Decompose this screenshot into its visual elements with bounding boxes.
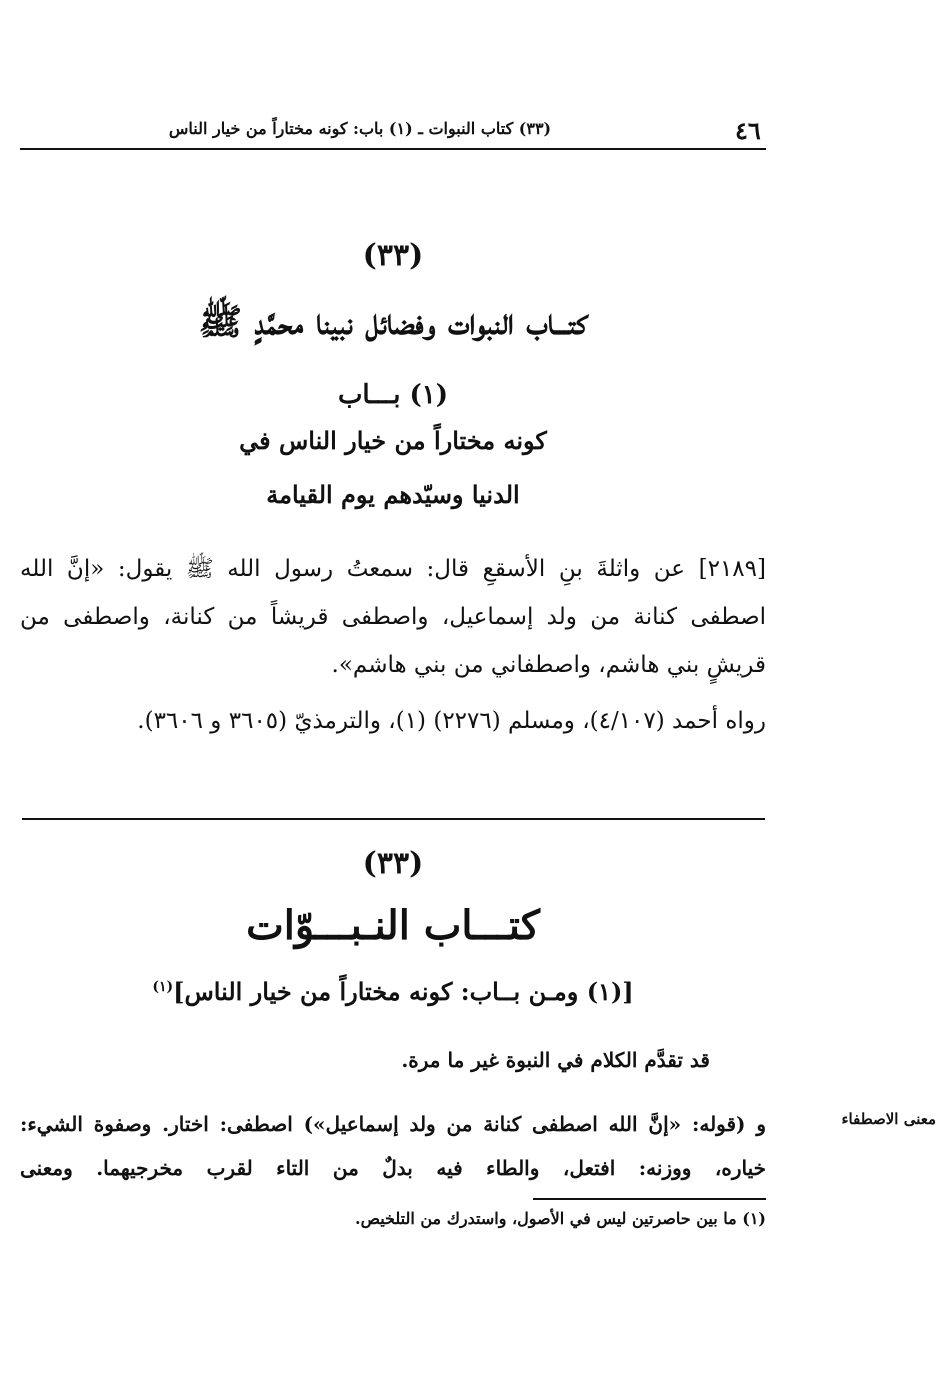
footnote-rule: [533, 1198, 766, 1200]
chapter-number: (٣٣): [362, 238, 424, 273]
sharh-paragraph-2: و (قوله: «إنَّ الله اصطفى كنانة من ولد إسماعيل») اصطفى: اختار. وصفوة الشيء: خياره، ووزنه: افتعل، والطاء فيه بدلٌ من التاء لقرب مخرجيهما. ومعنى: [20, 1112, 766, 1180]
hadith-text: [٢١٨٩] عن واثلةَ بنِ الأسقعِ قال: سمعتُ رسول الله ﷺ يقول: «إنَّ الله اصطفى كنانة من ولد إسماعيل، واصطفى قريشاً من كنانة، واصطفى من قريشٍ بني هاشم، واصطفاني من بني هاشم».: [20, 556, 766, 678]
bab-title-line-1: كونه مختاراً من خيار الناس في: [239, 426, 547, 455]
header-rule: [20, 148, 766, 150]
section-divider: [22, 818, 765, 820]
sharh-bab-heading-text: [(١) ومـن بــاب: كونه مختاراً من خيار الناس]: [173, 977, 634, 1006]
takhrij-text: رواه أحمد (٤/١٠٧)، ومسلم (٢٢٧٦) (١)، والترمذيّ (٣٦٠٥ و ٣٦٠٦).: [137, 708, 766, 734]
margin-note: معنى الاصطفاء: [841, 1110, 936, 1128]
running-title: (٣٣) كتاب النبوات ـ (١) باب: كونه مختاراً من خيار الناس: [168, 119, 552, 138]
chapter-title: كتـــاب النبوات وفضائل نبينا محمَّدٍ ﷺ: [198, 301, 588, 343]
footnote-text: (١) ما بين حاصرتين ليس في الأصول، واستدرك من التلخيص.: [355, 1209, 766, 1228]
page-number: ٤٦: [735, 116, 761, 145]
sharh-paragraph-1: قد تقدَّم الكلام في النبوة غير ما مرة.: [401, 1048, 710, 1072]
sharh-chapter-title: كتـــاب النـبـــوّات: [246, 902, 540, 949]
bab-title-line-2: الدنيا وسيّدهم يوم القيامة: [266, 480, 520, 509]
sharh-chapter-number: (٣٣): [362, 846, 424, 881]
bab-label: (١) بـــاب: [337, 380, 449, 410]
sharh-bab-heading: [20, 977, 766, 1006]
footnote-marker: (١): [152, 979, 174, 995]
